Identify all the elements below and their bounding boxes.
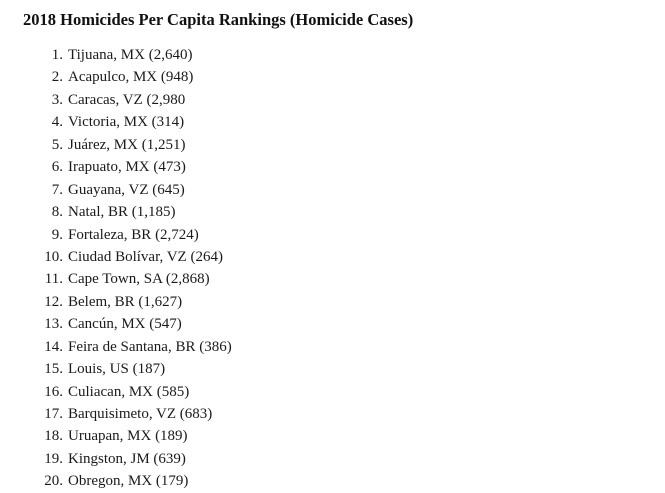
rank-entry: Tijuana, MX (2,640) <box>68 47 193 63</box>
rank-entry: Victoria, MX (314) <box>68 114 185 131</box>
rank-number: 12. <box>44 293 63 310</box>
rank-entry: Juárez, MX (1,251) <box>68 136 186 153</box>
list-item <box>0 179 232 201</box>
list-item <box>0 111 232 133</box>
rank-number: 14. <box>44 338 63 355</box>
rank-number: 8. <box>51 204 63 221</box>
rank-number: 4. <box>51 114 63 131</box>
rank-entry: Uruapan, MX (189) <box>68 428 188 445</box>
list-item <box>0 89 232 111</box>
rank-entry: Fortaleza, BR (2,724) <box>68 226 199 243</box>
rank-number: 15. <box>44 361 63 378</box>
list-item <box>0 268 232 290</box>
rank-number: 7. <box>51 181 63 198</box>
rank-entry: Cancún, MX (547) <box>68 316 182 333</box>
rank-entry: Irapuato, MX (473) <box>68 159 186 176</box>
list-item <box>0 470 232 492</box>
list-item <box>0 156 232 178</box>
rank-number: 18. <box>44 428 63 445</box>
page-title: 2018 Homicides Per Capita Rankings (Homicide Cases) <box>23 10 414 29</box>
rank-number: 19. <box>44 450 63 467</box>
rank-number: 2. <box>51 69 63 86</box>
rank-entry: Ciudad Bolívar, VZ (264) <box>68 248 223 265</box>
rank-entry: Obregon, MX (179) <box>68 473 189 490</box>
list-item <box>0 448 232 470</box>
rank-entry: Culiacan, MX (585) <box>68 383 190 400</box>
rank-entry: Feira de Santana, BR (386) <box>68 338 232 355</box>
rank-entry: Cape Town, SA (2,868) <box>68 271 210 288</box>
list-item <box>0 381 232 403</box>
rank-number: 1. <box>51 47 63 63</box>
rank-entry: Louis, US (187) <box>68 361 166 378</box>
list-item <box>0 66 232 88</box>
list-item <box>0 403 232 425</box>
list-item <box>0 134 232 156</box>
rank-number: 6. <box>51 159 63 176</box>
rank-number: 9. <box>51 226 63 243</box>
list-item <box>0 291 232 313</box>
rank-entry: Barquisimeto, VZ (683) <box>68 406 213 422</box>
rank-entry: Kingston, JM (639) <box>68 450 186 467</box>
rank-entry: Belem, BR (1,627) <box>68 293 183 310</box>
rank-number: 16. <box>44 383 63 400</box>
rank-number: 5. <box>51 136 63 153</box>
list-item <box>0 201 232 223</box>
list-item <box>0 313 232 335</box>
rank-number: 10. <box>44 248 63 265</box>
rank-entry: Natal, BR (1,185) <box>68 204 176 221</box>
list-item <box>0 336 232 358</box>
rankings-list <box>0 44 232 493</box>
rank-entry: Acapulco, MX (948) <box>68 69 194 86</box>
rank-number: 20. <box>44 473 63 490</box>
list-item <box>0 246 232 268</box>
rank-number: 13. <box>44 316 63 333</box>
rank-number: 3. <box>51 91 63 108</box>
list-item <box>0 44 232 66</box>
rank-entry: Caracas, VZ (2,980 <box>68 91 186 108</box>
list-item <box>0 224 232 246</box>
list-item <box>0 358 232 380</box>
list-item <box>0 425 232 447</box>
rank-number: 17. <box>44 406 63 422</box>
rank-number: 11. <box>44 271 63 288</box>
rank-entry: Guayana, VZ (645) <box>68 181 185 198</box>
